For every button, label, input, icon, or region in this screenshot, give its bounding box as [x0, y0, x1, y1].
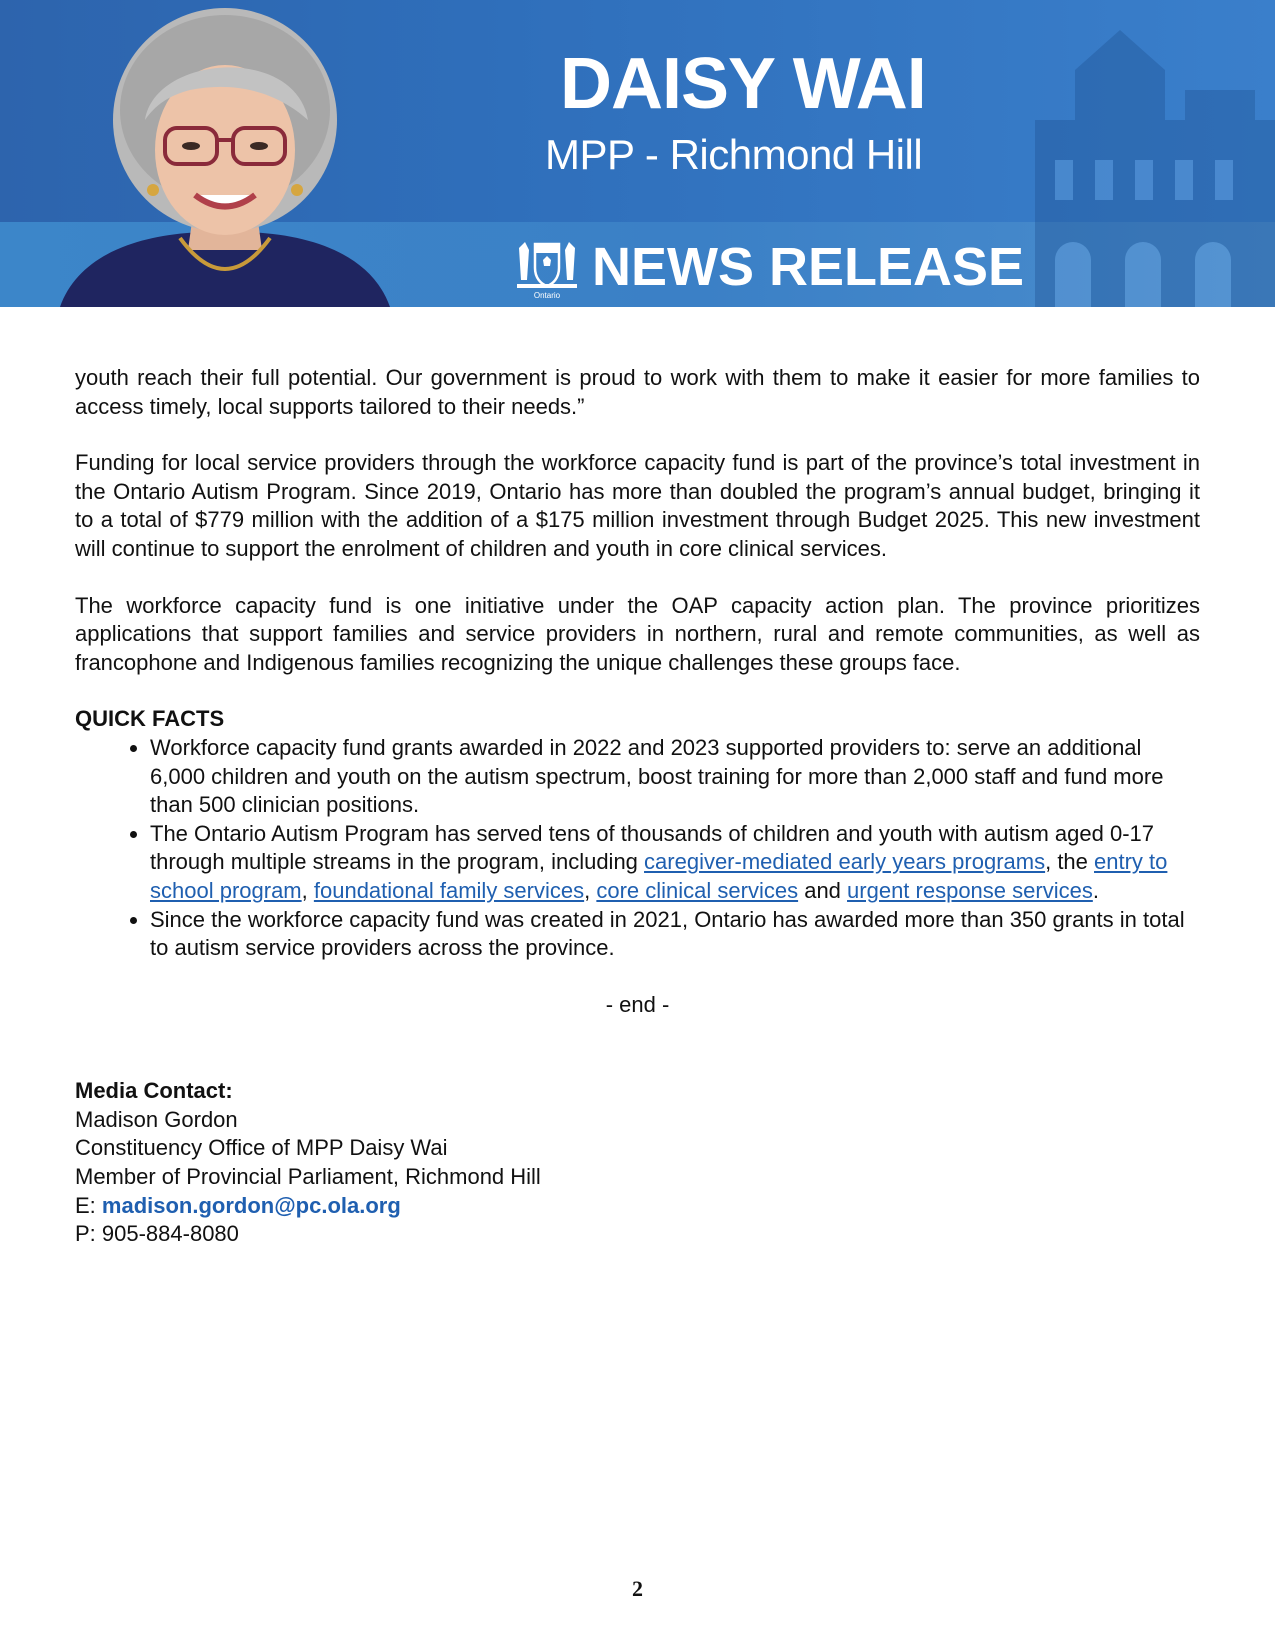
contact-email-line — [75, 1192, 1200, 1221]
body-paragraph-2: Funding for local service providers through the workforce capacity fund is part of the province’s total investment in the Ontario Autism Program. Since 2019, Ontario has more than doubled the program’s annual budget, bringing it to a total of $779 million with the addition of a $175 million investment through Budget 2025. This new investment will continue to support the enrolment of children and youth in core clinical services. — [75, 450, 1200, 561]
entry-to-school-program-link[interactable]: entry to school program — [150, 849, 1168, 903]
quick-facts-heading: QUICK FACTS — [75, 706, 225, 732]
caregiver-mediated-early-years-link[interactable]: caregiver-mediated early years programs — [644, 849, 1046, 875]
fact-2-separator-1: , the — [1045, 849, 1095, 875]
release-body — [75, 364, 1200, 1249]
fact-2-ending: . — [1092, 877, 1099, 903]
fact-2-separator-4: and — [798, 877, 848, 903]
quick-fact-3: • Since the workforce capacity fund was created in 2021, Ontario has awarded more than 350 grants in total to autism service providers across the province. — [150, 906, 1200, 963]
ontario-coat-of-arms-logo — [513, 234, 581, 302]
body-paragraph-1: youth reach their full potential. Our government is proud to work with them to make it easier for more families to access timely, local supports tailored to their needs.” — [75, 365, 1200, 419]
quick-fact-2 — [150, 820, 1200, 906]
media-contact-label: Media Contact: — [75, 1078, 233, 1104]
foundational-family-services-link[interactable]: foundational family services — [313, 877, 585, 903]
mpp-portrait-photo — [40, 0, 410, 307]
mpp-name-title: DAISY WAI — [560, 44, 926, 124]
news-release-label: NEWS RELEASE — [592, 237, 1025, 297]
media-contact-block — [75, 1077, 1200, 1249]
contact-title: Member of Provincial Parliament, Richmond Hill — [75, 1164, 541, 1190]
contact-phone: P: 905-884-8080 — [75, 1221, 239, 1247]
ontario-logo-text: Ontario — [533, 291, 561, 300]
header-banner — [0, 0, 1275, 307]
legislature-building-image — [1015, 0, 1275, 307]
contact-office: Constituency Office of MPP Daisy Wai — [75, 1135, 448, 1161]
core-clinical-services-link[interactable]: core clinical services — [596, 877, 799, 903]
end-marker: - end - — [605, 991, 670, 1017]
urgent-response-services-link[interactable]: urgent response services — [847, 877, 1093, 903]
contact-name: Madison Gordon — [75, 1106, 238, 1132]
page-number: 2 — [632, 1576, 643, 1601]
mpp-riding-subtitle: MPP - Richmond Hill — [545, 131, 923, 178]
body-paragraph-3: The workforce capacity fund is one initiative under the OAP capacity action plan. The province prioritizes applications that support families and service providers in northern, rural and remote communities, as well as francophone and Indigenous families recognizing the unique challenges these groups face. — [75, 592, 1200, 675]
fact-2-separator-2: , — [301, 877, 314, 903]
quick-fact-1: • Workforce capacity fund grants awarded in 2022 and 2023 supported providers to: serve an additional 6,000 children and youth on the autism spectrum, boost training for more than 2,000 staff and fund more than 500 clinician positions. — [150, 734, 1200, 820]
contact-email-link[interactable]: madison.gordon@pc.ola.org — [101, 1192, 401, 1218]
email-prefix: E: — [75, 1192, 102, 1218]
fact-2-separator-3: , — [584, 877, 597, 903]
quick-facts-list — [75, 734, 1200, 963]
quick-fact-2-text: The Ontario Autism Program has served tens of thousands of children and youth with autism aged 0-17 through multiple streams in the program, including — [150, 820, 1154, 875]
